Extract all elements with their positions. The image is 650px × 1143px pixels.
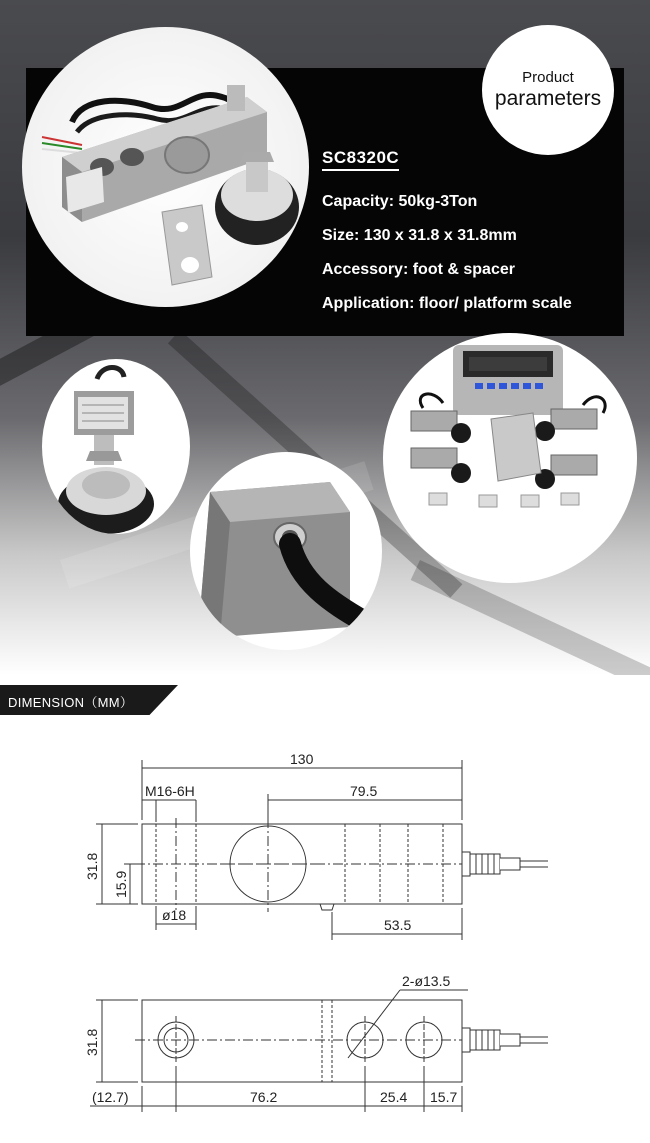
dim-hole-diameter: ø18 bbox=[162, 907, 187, 923]
product-parameters-badge bbox=[482, 25, 614, 155]
dimension-drawing bbox=[0, 740, 650, 1143]
spec-accessory: Accessory: foot & spacer bbox=[322, 261, 515, 278]
badge-line-2: parameters bbox=[494, 87, 602, 110]
dim-hole-offset: 79.5 bbox=[350, 783, 378, 799]
spec-size: Size: 130 x 31.8 x 31.8mm bbox=[322, 227, 517, 244]
dim-d1: (12.7) bbox=[92, 1089, 129, 1105]
side-view-body bbox=[142, 1000, 462, 1082]
foot-photo bbox=[42, 359, 190, 534]
dim-half-height: 15.9 bbox=[113, 870, 129, 898]
dim-height-side: 31.8 bbox=[84, 1028, 100, 1056]
spec-application: Application: floor/ platform scale bbox=[322, 295, 572, 312]
spec-capacity: Capacity: 50kg-3Ton bbox=[322, 193, 478, 210]
scale-kit-photo bbox=[383, 333, 637, 583]
dim-height-top: 31.8 bbox=[84, 852, 100, 880]
dim-thread: M16-6H bbox=[145, 783, 195, 799]
cable-closeup-photo bbox=[190, 452, 382, 650]
dimension-title: DIMENSION（MM） bbox=[8, 695, 134, 710]
dim-d3: 25.4 bbox=[380, 1089, 408, 1105]
badge-line-1: Product bbox=[522, 69, 574, 86]
dim-cable-offset: 53.5 bbox=[384, 917, 412, 933]
dim-d4: 15.7 bbox=[430, 1089, 458, 1105]
dim-holes: 2-ø13.5 bbox=[402, 973, 451, 989]
load-cell-photo bbox=[22, 27, 309, 307]
dim-overall-length: 130 bbox=[290, 751, 314, 767]
dim-d2: 76.2 bbox=[250, 1089, 278, 1105]
model-number: SC8320C bbox=[322, 148, 399, 171]
spec-list bbox=[322, 148, 572, 321]
